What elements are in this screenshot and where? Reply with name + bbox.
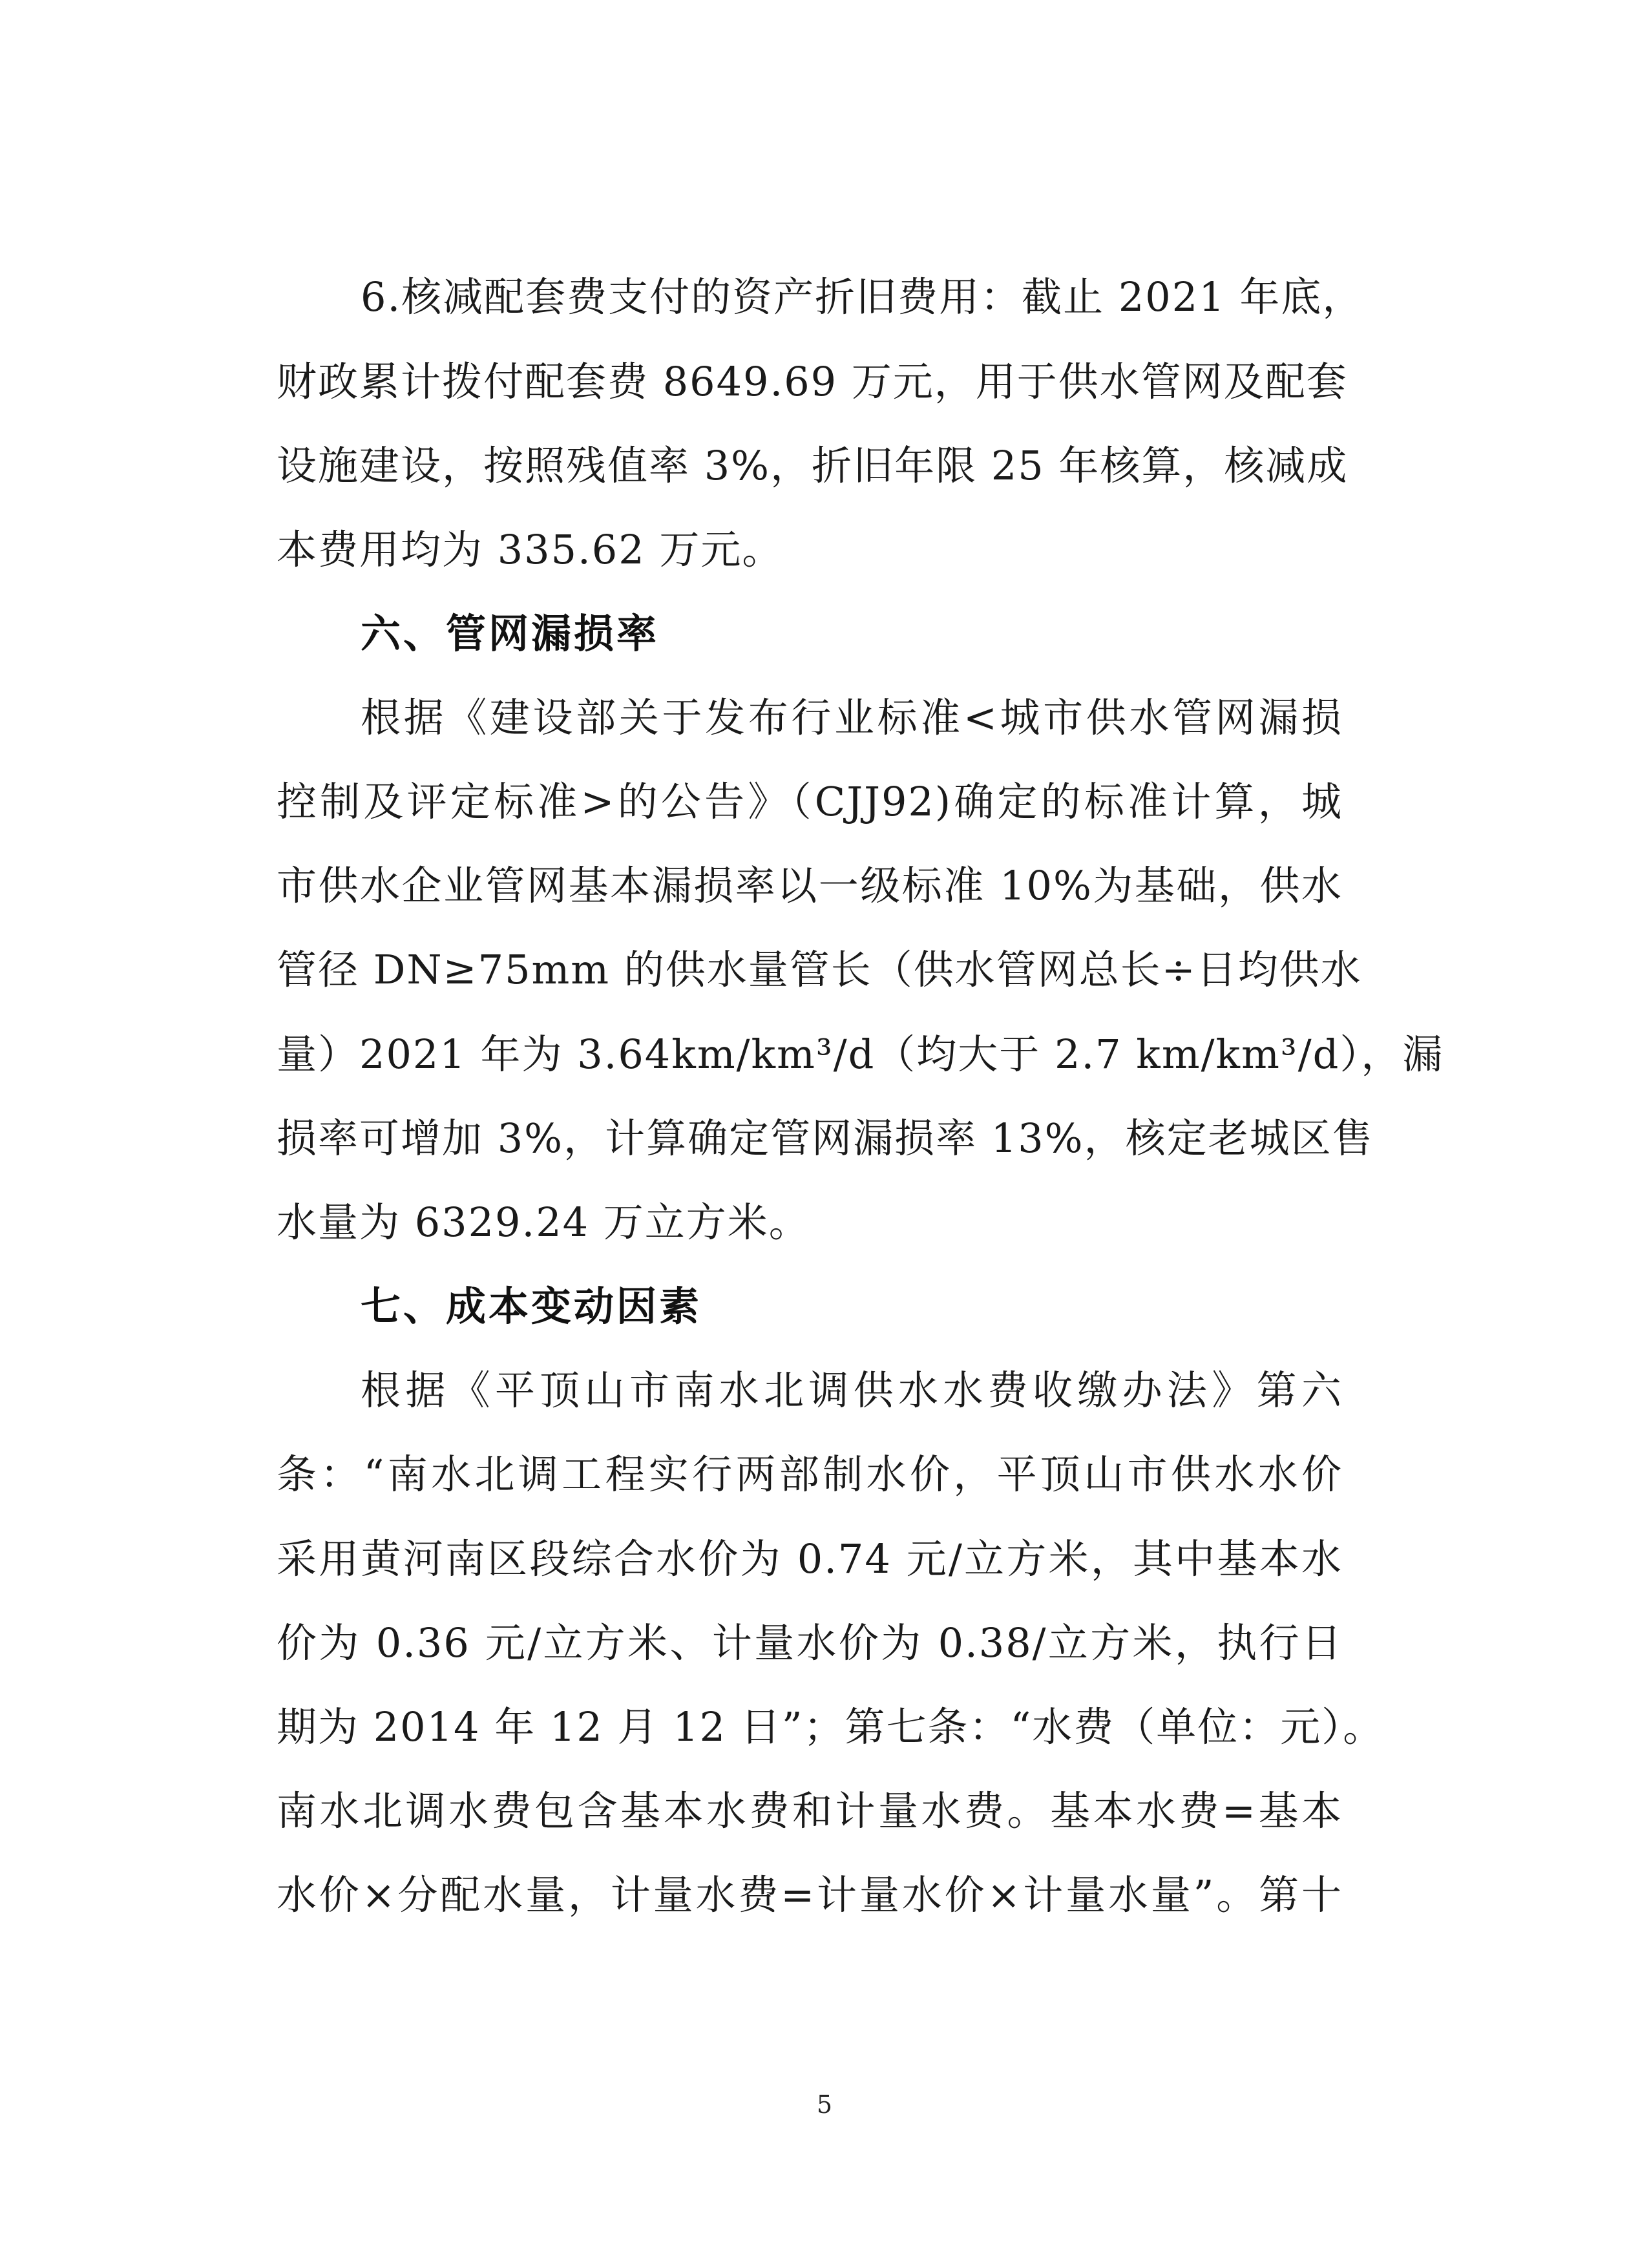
paragraph-line: 水量为 6329.24 万立方米。 <box>277 1199 810 1246</box>
paragraph-line: 财政累计拨付配套费 8649.69 万元，用于供水管网及配套 <box>277 358 1348 405</box>
paragraph-line: 根据《平顶山市南水北调供水水费收缴办法》第六 <box>361 1367 1343 1414</box>
paragraph-line: 6.核减配套费支付的资产折旧费用：截止 2021 年底， <box>361 273 1364 320</box>
paragraph-line: 根据《建设部关于发布行业标准<城市供水管网漏损 <box>361 694 1343 741</box>
paragraph-line: 南水北调水费包含基本水费和计量水费。基本水费=基本 <box>277 1787 1343 1834</box>
paragraph-line: 水价×分配水量，计量水费=计量水价×计量水量”。第十 <box>277 1871 1343 1918</box>
paragraph-line: 市供水企业管网基本漏损率以一级标准 10%为基础，供水 <box>277 862 1343 909</box>
paragraph-line: 控制及评定标准>的公告》（CJJ92)确定的标准计算，城 <box>277 778 1343 825</box>
paragraph-line: 本费用均为 335.62 万元。 <box>277 526 784 573</box>
page-number: 5 <box>816 2090 833 2119</box>
paragraph-line: 条：“南水北调工程实行两部制水价，平顶山市供水水价 <box>277 1451 1343 1498</box>
paragraph-line: 期为 2014 年 12 月 12 日”；第七条：“水费（单位：元）。 <box>277 1703 1385 1750</box>
paragraph-line: 采用黄河南区段综合水价为 0.74 元/立方米，其中基本水 <box>277 1535 1343 1582</box>
section-heading-six: 六、管网漏损率 <box>361 610 660 657</box>
paragraph-line: 量）2021 年为 3.64km/km³/d（均大于 2.7 km/km³/d），漏 <box>277 1031 1444 1078</box>
paragraph-line: 管径 DN≥75mm 的供水量管长（供水管网总长÷日均供水 <box>277 946 1362 993</box>
paragraph-line: 损率可增加 3%，计算确定管网漏损率 13%，核定老城区售 <box>277 1115 1374 1162</box>
section-heading-seven: 七、成本变动因素 <box>361 1283 702 1330</box>
paragraph-line: 价为 0.36 元/立方米、计量水价为 0.38/立方米，执行日 <box>277 1619 1343 1666</box>
paragraph-line: 设施建设，按照残值率 3%，折旧年限 25 年核算，核减成 <box>277 442 1349 489</box>
